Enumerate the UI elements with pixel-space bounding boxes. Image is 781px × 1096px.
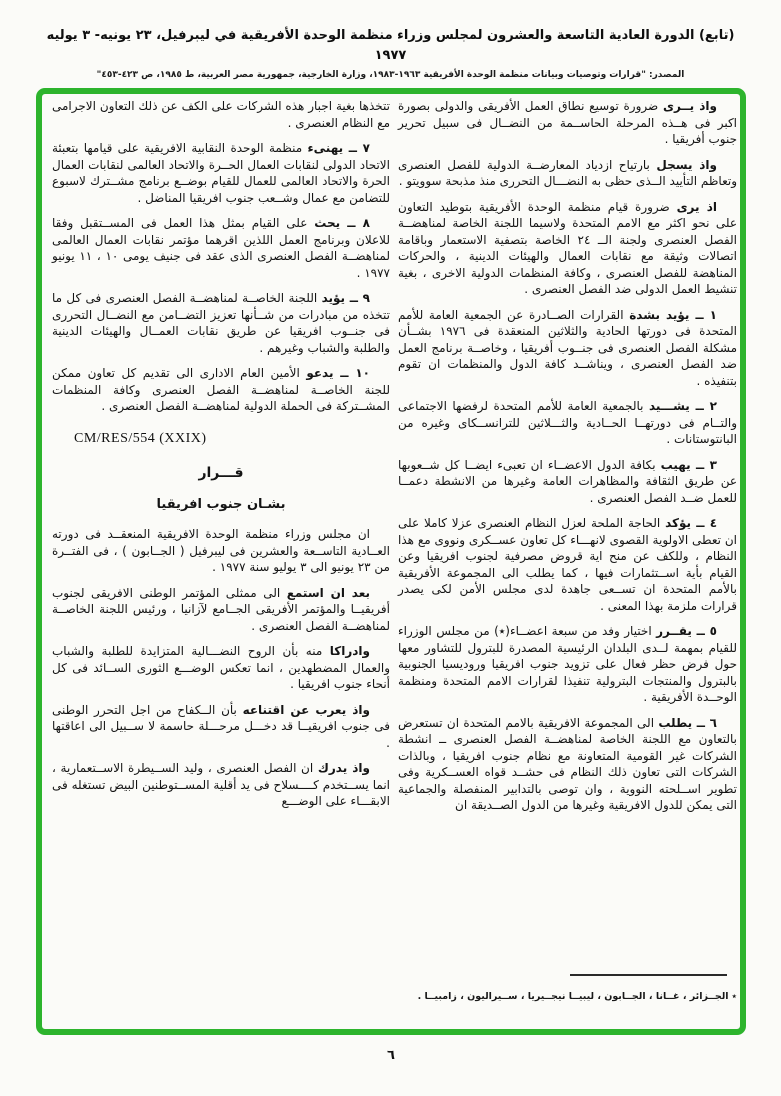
paragraph-text: القرارات الصــادرة عن الجمعية العامة للأمم المتحدة فى دورتها الحادية والثلاثين المنعقدة فى ١٩٧٦ بشــأن مشكلة الفصل العنصرى فى جنــوب أفريقيا ، وخاصــة برنامج العمل ضد الفصل العنصرى ، ويناشــد كافة الدول والمنظمات ان تقوم بتنفيذه . <box>398 307 738 388</box>
paragraph-lead: ٤ ــ يؤكد <box>665 516 718 530</box>
paragraph-text: ان الفصل العنصرى ، وليد الســيطرة الاســتعمارية ، انما يســتخدم كــــسلاح فى يد أقلية المســتوطنين البيض تستغله فى الابقـــاء على الوضـــع <box>52 761 390 808</box>
paragraph <box>398 157 737 190</box>
paragraph-item-6 <box>398 715 737 814</box>
paragraph-item-8 <box>52 215 390 281</box>
paragraph-item-10 <box>52 365 390 415</box>
paragraph-text: على القيام بمثل هذا العمل فى المســتقبل وفقا للاعلان وبرنامج العمل اللذين اقرهما مؤتمر نقابات العمال العالمى لمناهضــة الفصل العنصرى الذى عقد فى جنيف يومى ١٠ ، ١١ يونيو ١٩٧٧ . <box>52 216 390 280</box>
paragraph-lead: ٥ ــ يقــرر <box>656 624 717 638</box>
paragraph <box>52 643 390 693</box>
footnote <box>398 990 737 1004</box>
paragraph-lead: ٣ ــ يهيب <box>660 457 717 472</box>
paragraph-text: منظمة الوحدة النقابية الافريقية على قيامها بتعبئة الاتحاد الدولى لنقابات العمال الحــرة والاتحاد العالمى لنقابات العمال الحرة والاتحاد العالمى للعمال للقيام بوضــع برنامج مشــترك لاسبوع للتضامن مع عمال وشــعب جنوب افريقيا المناضل . <box>52 141 390 205</box>
paragraph-text: اللجنة الخاصــة لمناهضــة الفصل العنصرى فى كل ما تتخذه من مبادرات من شــأنها تعزيز التضــامن مع النضــال التحررى فى جنــوب افريقيا عن طريق نقابات العمــال والهيئات الدينية والطلبة والشباب وغيرهم . <box>52 291 390 355</box>
paragraph <box>52 585 390 635</box>
paragraph-text: ضرورة توسيع نطاق العمل الأفريقى والدولى بصورة اكبر فى هــذه المرحلة الحاســمة من النضــال فى سبيل تحرير جنوب أفريقيا . <box>398 99 737 146</box>
paragraph-lead: ٧ ــ يهنىء <box>307 141 370 155</box>
column-right <box>398 98 737 823</box>
column-left <box>52 98 390 819</box>
paragraph-text: الحاجة الملحة لعزل النظام العنصرى عزلا كاملا على ان تعطى الاولوية القصوى لانهـــاء كل تعاون عســكرى ونووى مع هذا النظام ، وللكف عن منح اية قروض مصرفية لجنوب افريقيا وعن القيام بأية اســتثمارات فيها ، كما يطلب الى المجموعة الأفريقية بالأمم المتحدة ان تســعى جاهدة لدى مجلس الأمن لكى يصدر قرارات ملزمة بهذا المعنى . <box>398 516 737 613</box>
paragraph-lead: ٨ ــ يحث <box>314 216 370 230</box>
paragraph-item-7 <box>52 140 390 206</box>
paragraph-text: الى المجموعة الافريقية بالامم المتحدة ان تستعرض بالتعاون مع اللجنة الخاصة لمناهضــة الفصل العنصرى ــ انشطة الشركات غير القومية المتعاونة مع نظام جنوب افريقيا ، وبالذات الشركات التى تعاون ذلك النظام فى حشــد قواه العســكرية وفى تطوير اســلحته النووية ، وان توصى بالتدابير المنفصلة والجماعية التى يمكن للدول الافريقية وغيرها من الدول الصــديقة ان <box>398 715 737 812</box>
paragraph-text: بالجمعية العامة للأمم المتحدة لرفضها الاجتماعى والتــام فى دورتهــا الحــادية والثـــلاثين للترانســكاى وغيره من البانتوستانات . <box>398 399 737 446</box>
paragraph-item-5 <box>398 623 737 706</box>
paragraph-item-9 <box>52 290 390 356</box>
resolution-code: CM/RES/554 (XXIX) <box>74 430 207 446</box>
paragraph-lead: ٩ ــ يؤيد <box>321 291 370 305</box>
paragraph-lead: واذ يسجل <box>656 157 718 172</box>
footnote-separator <box>570 974 727 976</box>
paragraph-preamble <box>52 526 390 576</box>
paragraph-text: الى ممثلى المؤتمر الوطنى الافريقى لجنوب أفريقيــا والمؤتمر الأفريقى الجــامع لآزانيا ، ورئيس اللجنة الخاصــة لمناهضــة الفصل العنصرى . <box>52 585 390 633</box>
paragraph-lead: واذ يعرب عن اقتناعه <box>242 702 370 717</box>
paragraph-lead: ١ ــ يؤيد بشدة <box>629 307 717 322</box>
document-header <box>30 26 751 80</box>
paragraph-lead: واذ يــرى <box>662 99 717 113</box>
resolution-title: قـــرار <box>198 465 244 481</box>
paragraph-text: بكافة الدول الاعضــاء ان تعبىء ايضــا كل شــعوبها عن طريق الثقافة والمظاهرات العامة وغيرها من الانشطة دعمــا للعمل ضــد الفصل العنصرى . <box>398 457 737 505</box>
paragraph <box>52 760 390 810</box>
paragraph-text: بأن الــكفاح من اجل التحرر الوطنى فى جنوب افريقيــا قد دخـــل مرحـــلة حاسمة لا ســبيل الى اعاقتها . <box>52 702 390 750</box>
paragraph-lead: ٦ ــ يطلب <box>658 715 717 730</box>
page-number: ٦ <box>387 1048 395 1063</box>
paragraph-lead: ٢ ــ يشـــيد <box>648 399 717 413</box>
paragraph-lead: اذ يرى <box>676 199 717 214</box>
document-header-title: (تابع) الدورة العادية التاسعة والعشرون لمجلس وزراء منظمة الوحدة الأفريقية في ليبرفيل، ٢٣ يونيه- ٣ يوليه ١٩٧٧ <box>46 28 735 63</box>
paragraph-item-2 <box>398 398 737 448</box>
resolution-subtitle: بشـان جنوب افريقيا <box>156 496 286 512</box>
footnote-text: الجــزائر ، غــانا ، الجــابون ، ليبيــا نيجــيريا ، ســيراليون ، زامبيــا . <box>417 991 729 1002</box>
paragraph-item-3 <box>398 457 737 507</box>
paragraph <box>398 199 737 298</box>
paragraph <box>52 702 390 752</box>
paragraph-lead: وادراكا <box>329 644 370 658</box>
footnote-star-marker: ٭ <box>731 991 737 1002</box>
paragraph <box>398 98 737 148</box>
paragraph-text: منه بأن الروح النضـــالية المتزايدة للطلبة والشباب والعمال المضطهدين ، انما تعكس الوضـــع الثورى الســائد فى كل أنحاء جنوب افريقيا . <box>52 644 390 691</box>
document-header-source: المصدر: "قرارات وتوصيات وبيانات منظمة الوحدة الأفريقية ١٩٦٣-١٩٨٣، وزارة الخارجية، جمهورية مصر العربية، ط ١٩٨٥، ص ٤٢٣-٤٥٣" <box>96 70 685 80</box>
paragraph-text: الأمين العام الادارى الى تقديم كل تعاون ممكن للجنة الخاصــة لمناهضــة الفصل العنصرى وكافة المنظمات المشــتركة فى الحملة الدولية لمناهضــة الفصل العنصرى . <box>52 366 390 413</box>
paragraph-item-4 <box>398 515 737 614</box>
paragraph-lead: بعد ان استمع <box>286 585 370 600</box>
paragraph-continuation <box>52 98 390 131</box>
paragraph-lead: واذ يدرك <box>317 761 370 775</box>
paragraph-lead: ١٠ ــ يدعو <box>306 366 370 380</box>
paragraph-text: اختيار وفد من سبعة اعضــاء(٭) من مجلس الوزراء للقيام بمهمة لــدى البلدان الرئيسية المصدرة للبترول للتشاور معها حول فرض حظر فعال على تزويد جنوب افريقيا وروديسيا الجنوبية بالبترول والمنتجات البترولية تنفيذا لقرارات الامم المتحدة ومنظمة الوحــدة الأفريقية . <box>398 624 737 704</box>
paragraph-text: بارتياح ازدياد المعارضــة الدولية للفصل العنصرى وتعاظم التأييد الــذى حظى به النضـــال التحررى منذ مذبحة سوويتو . <box>398 157 737 188</box>
paragraph-item-1 <box>398 307 737 390</box>
paragraph-text: ان مجلس وزراء منظمة الوحدة الافريقية المنعقــد فى دورته العــادية التاســعة والعشرين فى ليبرفيل ( الجــابون ) ، فى الفتــرة من ٢٣ يونيو الى ٣ يوليو سنة ١٩٧٧ . <box>52 527 390 574</box>
paragraph-text: تتخذها بغية اجبار هذه الشركات على الكف عن ذلك التعاون الاجرامى مع النظام العنصرى . <box>52 99 390 130</box>
paragraph-text: ضرورة قيام منظمة الوحدة الأفريقية بتوطيد التعاون على نحو اكثر مع الامم المتحدة ولاسيما اللجنة الخاصة لمناهضــة الفصل العنصرى ولجنة الــ ٢٤ الخاصة بتصفية الاستعمار وباقامة اتصالات وثيقة مع نقابات العمال والهيئات الدينية ، والحركات المناهضة للفصل العنصرى ، وكافة المنظمات الدولية الاخرى ، بغية تنشيط العمل الدولى ضد الفصل العنصرى . <box>398 199 738 296</box>
